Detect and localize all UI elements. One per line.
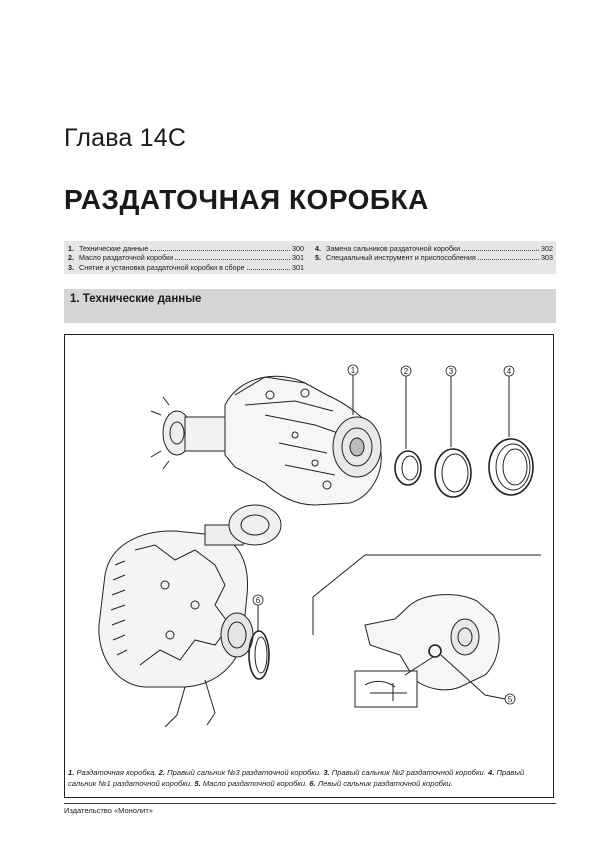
callout-4 (504, 366, 514, 376)
toc-leader-dots (247, 269, 290, 270)
callout-1-label: 1 (350, 366, 356, 375)
callout-2 (401, 366, 411, 376)
caption-text-1: Раздаточная коробка. (76, 768, 157, 777)
callout-5 (505, 694, 515, 704)
caption-text-6: Левый сальник раздаточной коробки. (317, 779, 453, 788)
callout-6-label: 6 (255, 596, 261, 605)
toc-item-page: 301 (292, 253, 304, 263)
toc-item (68, 244, 304, 253)
toc-item-text: Снятие и установка раздаточной коробки в сборе (79, 262, 245, 272)
toc-leader-dots (478, 259, 539, 260)
toc-item (315, 244, 553, 253)
section-header (64, 289, 556, 323)
callout-4-label: 4 (506, 367, 512, 376)
toc-item-number: 4. (315, 244, 321, 253)
toc-item (68, 263, 304, 272)
seal-3-drawing (435, 449, 471, 497)
caption-text-4: Правый сальник №1 раздаточной коробки. (68, 768, 525, 788)
transfer-case-top-drawing (151, 376, 381, 505)
toc-item-page: 300 (292, 244, 304, 253)
toc-item-text: Масло раздаточной коробки (79, 253, 174, 263)
caption-number-6: 6. (309, 779, 316, 788)
caption-number-5: 5. (194, 779, 201, 788)
toc-column-left (68, 244, 304, 272)
toc-item-text: Технические данные (79, 244, 149, 253)
toc-item-number: 1. (68, 244, 74, 253)
caption-text-3: Правый сальник №2 раздаточной коробки. (331, 768, 486, 777)
toc-item (68, 253, 304, 262)
callout-5-label: 5 (507, 695, 513, 704)
toc-leader-dots (462, 250, 539, 251)
toc-item-number: 3. (68, 262, 74, 272)
seal-6-drawing (249, 631, 269, 679)
page-title: РАЗДАТОЧНАЯ КОРОБКА (64, 184, 429, 215)
callout-2-label: 2 (403, 367, 409, 376)
seal-4-drawing (489, 439, 533, 495)
toc-item-text: Специальный инструмент и приспособления (326, 253, 476, 263)
callout-6 (253, 595, 263, 605)
toc-item-page: 301 (292, 262, 304, 272)
caption-text-5: Масло раздаточной коробки. (202, 779, 308, 788)
publisher-footer: Издательство «Монолит» (64, 806, 153, 815)
seal-2-drawing (395, 451, 421, 485)
toc-item-page: 302 (541, 244, 553, 253)
callout-3-label: 3 (448, 367, 454, 376)
figure-caption (68, 767, 552, 789)
inset-transfer-case-drawing (355, 595, 505, 707)
toc-item-text: Замена сальников раздаточной коробки (326, 244, 461, 253)
toc-item (315, 253, 553, 262)
transfer-case-bottom-drawing (99, 505, 281, 727)
caption-number-3: 3. (323, 768, 330, 777)
caption-number-1: 1. (68, 768, 75, 777)
caption-number-2: 2. (158, 768, 165, 777)
toc-item-page: 303 (541, 253, 553, 263)
toc-item-number: 2. (68, 253, 74, 263)
toc-column-right (315, 244, 553, 263)
toc-item-number: 5. (315, 253, 321, 263)
table-of-contents (64, 241, 556, 274)
footer-divider (64, 803, 556, 804)
caption-text-2: Правый сальник №3 раздаточной коробки. (167, 768, 322, 777)
callout-1 (348, 365, 358, 375)
transfer-case-illustration (65, 335, 555, 799)
toc-leader-dots (150, 250, 290, 251)
callout-3 (446, 366, 456, 376)
caption-number-4: 4. (488, 768, 495, 777)
chapter-heading: Глава 14C (64, 124, 187, 152)
toc-leader-dots (175, 259, 290, 260)
transfer-case-figure (64, 334, 554, 798)
section-title: 1. Технические данные (70, 293, 202, 305)
